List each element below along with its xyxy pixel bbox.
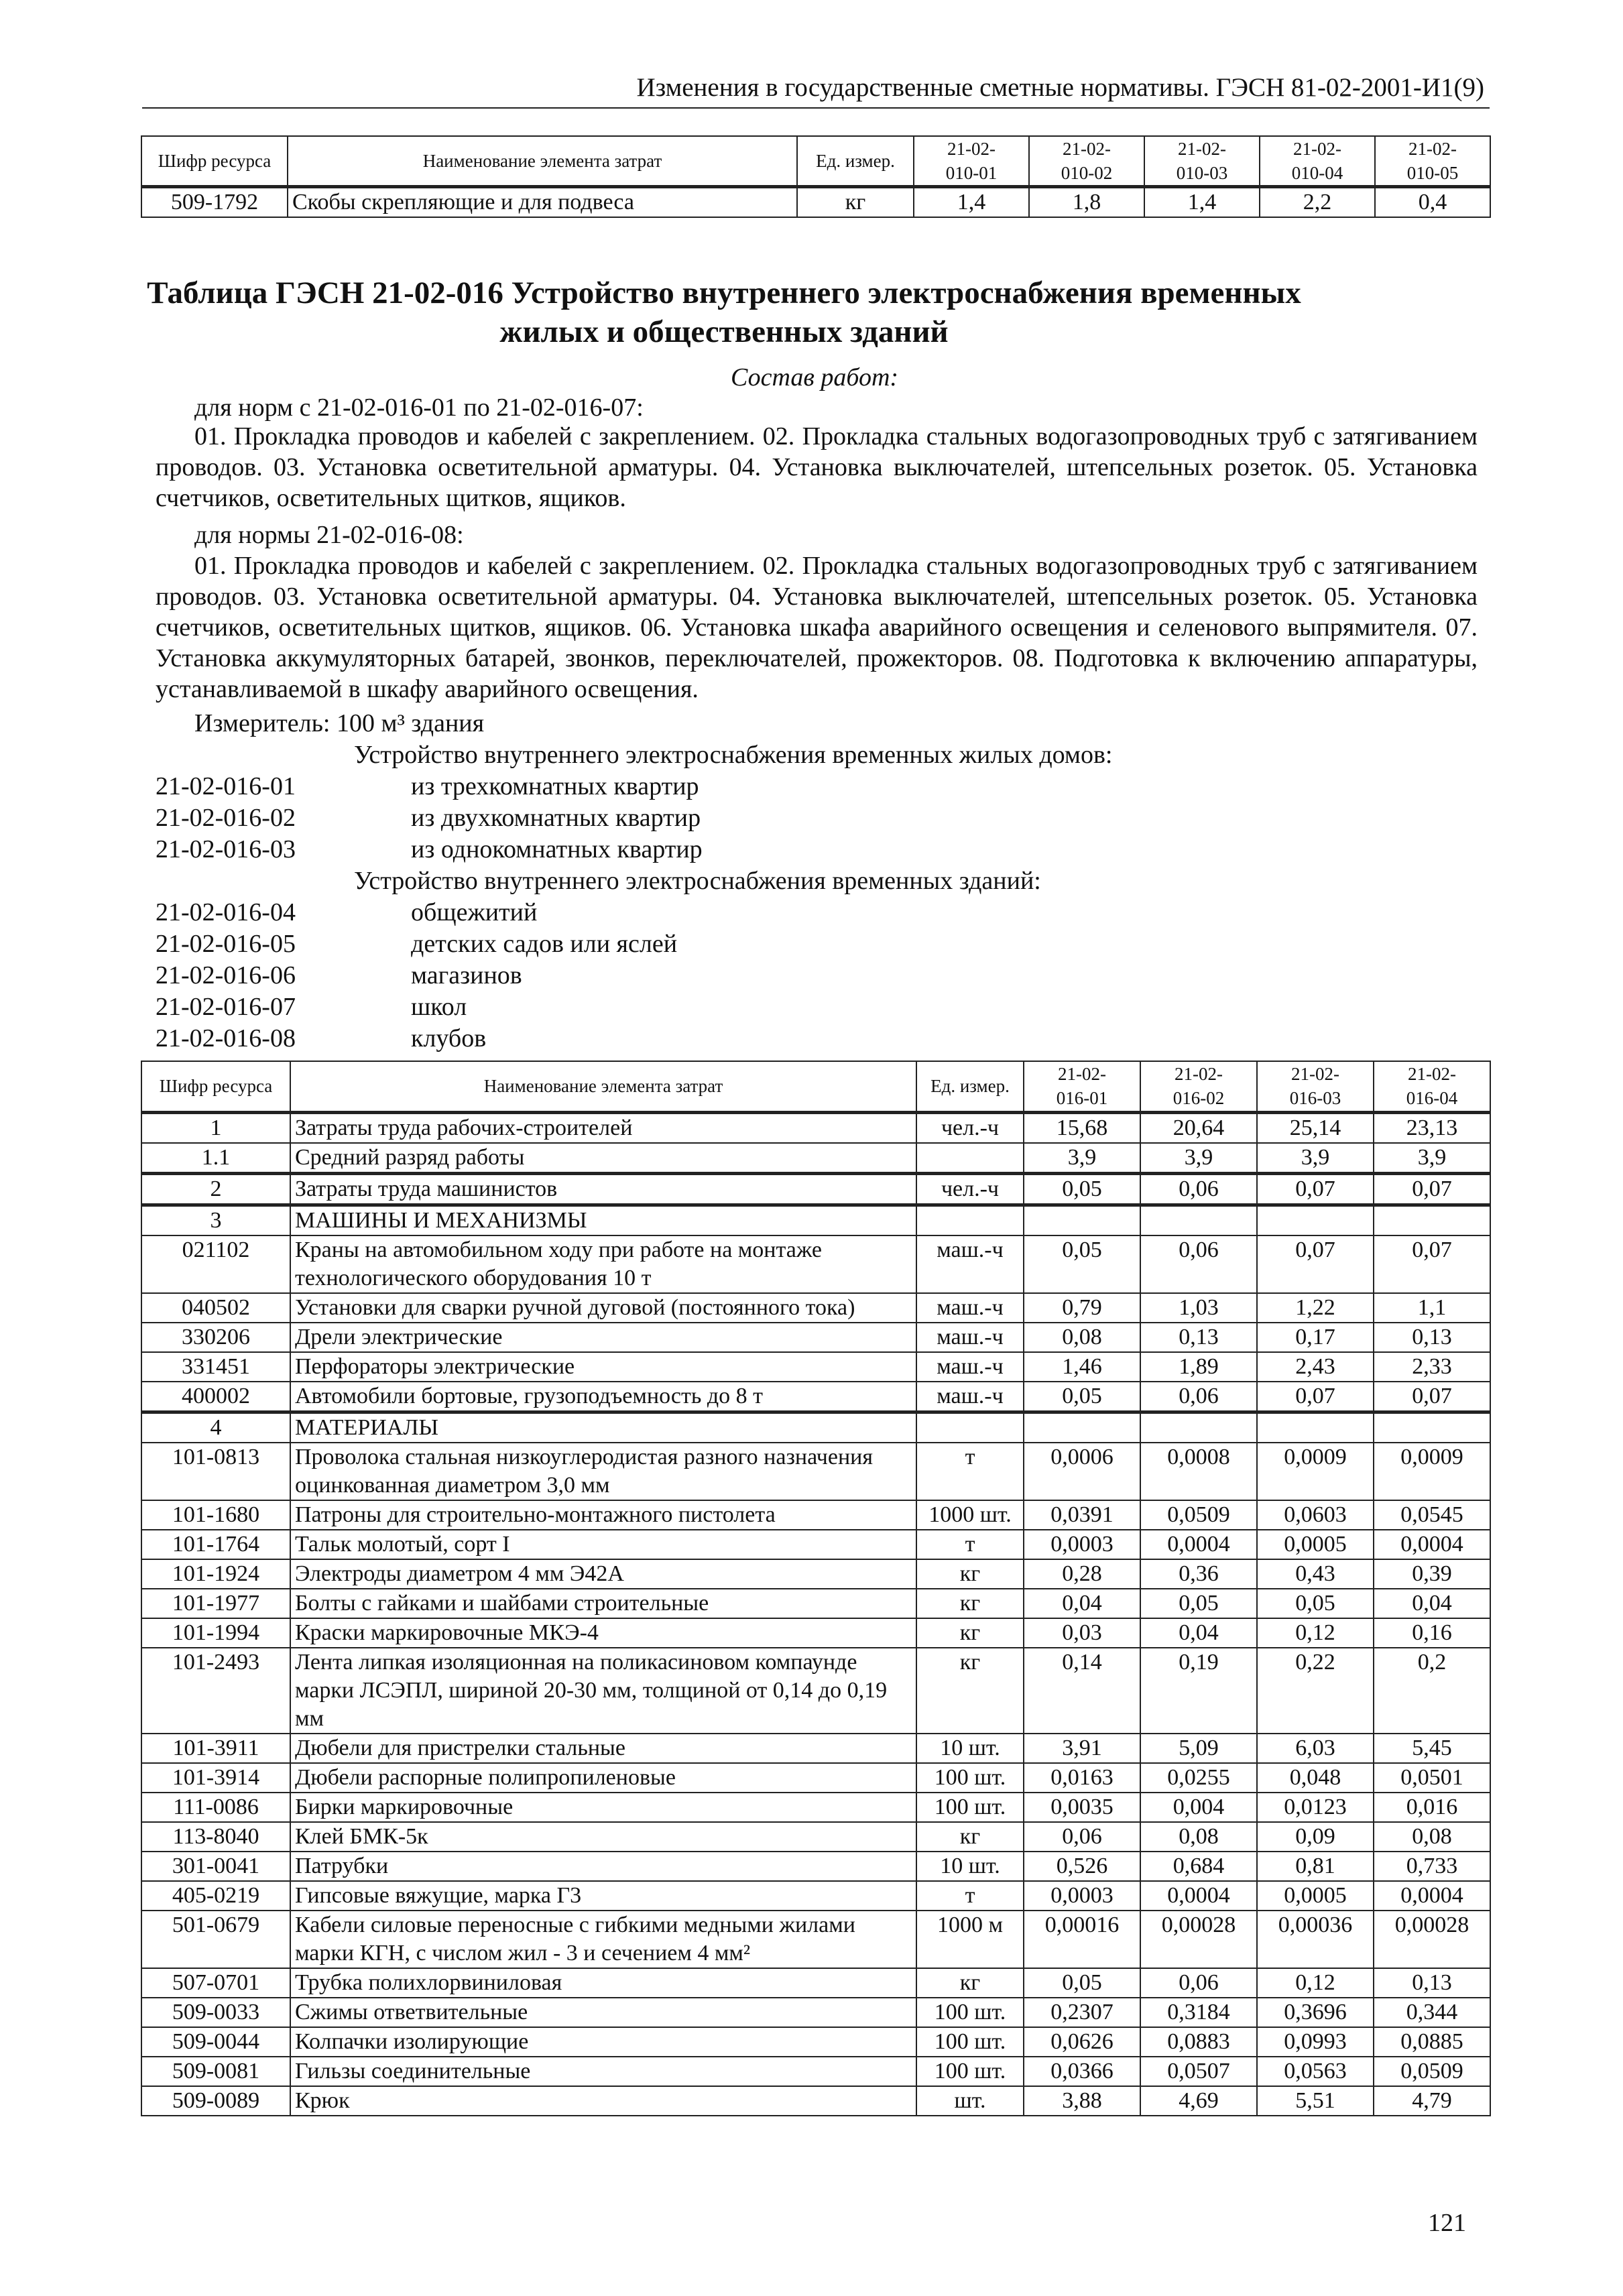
cell-value: 0,19 — [1140, 1648, 1257, 1734]
cell-value: 0,0005 — [1257, 1530, 1374, 1559]
cell-code: 301-0041 — [141, 1852, 290, 1881]
table-row — [141, 1618, 1490, 1648]
cell-value: 0,12 — [1257, 1968, 1374, 1998]
cell-value: 0,07 — [1257, 1382, 1374, 1412]
cell-value: 5,45 — [1374, 1734, 1490, 1763]
cell-name: МАТЕРИАЛЫ — [290, 1412, 916, 1443]
table-row — [141, 1648, 1490, 1734]
cell-value: 0,06 — [1140, 1382, 1257, 1412]
cell-unit: шт. — [916, 2086, 1024, 2116]
table-title: Таблица ГЭСН 21-02-016 Устройство внутреннего электроснабжения временных жилых и общественных зданий — [147, 276, 1301, 349]
cell-unit: кг — [916, 1968, 1024, 1998]
cell-value: 1,03 — [1140, 1293, 1257, 1323]
cell-code: 330206 — [141, 1323, 290, 1352]
cell-name: Колпачки изолирующие — [290, 2027, 916, 2057]
cell-code: 101-3911 — [141, 1734, 290, 1763]
cell-name: МАШИНЫ И МЕХАНИЗМЫ — [290, 1205, 916, 1235]
cell-unit — [916, 1412, 1024, 1443]
cell-value: 0,3184 — [1140, 1998, 1257, 2027]
cell-value: 2,43 — [1257, 1352, 1374, 1382]
cell-value: 0,28 — [1024, 1559, 1140, 1589]
cell-value: 0,0009 — [1257, 1443, 1374, 1500]
norm-code: 21-02-016-03 — [156, 835, 296, 863]
cell-unit: кг — [916, 1648, 1024, 1734]
col-header-norm: 21-02- 010-03 — [1144, 136, 1260, 187]
cell-unit: 10 шт. — [916, 1734, 1024, 1763]
norm-name: из двухкомнатных квартир — [411, 804, 701, 832]
cell-code: 1.1 — [141, 1143, 290, 1174]
cell-code: 507-0701 — [141, 1968, 290, 1998]
cell-unit: 1000 шт. — [916, 1500, 1024, 1530]
measure-unit: Измеритель: 100 м³ здания — [194, 709, 485, 737]
cell-value: 0,22 — [1257, 1648, 1374, 1734]
cell-value: 1,8 — [1029, 187, 1144, 218]
cell-value: 0,36 — [1140, 1559, 1257, 1589]
col-header-norm: 21-02- 016-04 — [1374, 1061, 1490, 1112]
table-row — [141, 1734, 1490, 1763]
cell-unit: 1000 м — [916, 1911, 1024, 1968]
table-row — [141, 1998, 1490, 2027]
cell-value: 0,08 — [1024, 1323, 1140, 1352]
cell-unit: т — [916, 1443, 1024, 1500]
cell-value: 0,0005 — [1257, 1881, 1374, 1911]
cell-value: 0,0255 — [1140, 1763, 1257, 1793]
cell-code: 111-0086 — [141, 1793, 290, 1822]
table-row — [141, 1412, 1490, 1443]
cell-name: Затраты труда рабочих-строителей — [290, 1112, 916, 1143]
cell-name: Краски маркировочные МКЭ-4 — [290, 1618, 916, 1648]
cell-unit: маш.-ч — [916, 1323, 1024, 1352]
table-row — [141, 1968, 1490, 1998]
cell-value: 0,14 — [1024, 1648, 1140, 1734]
cell-value: 0,06 — [1140, 1235, 1257, 1293]
cell-code: 3 — [141, 1205, 290, 1235]
cell-value: 0,0993 — [1257, 2027, 1374, 2057]
cell-code: 101-0813 — [141, 1443, 290, 1500]
cell-name: Патрубки — [290, 1852, 916, 1881]
cell-value: 0,2 — [1374, 1648, 1490, 1734]
table-row — [141, 1881, 1490, 1911]
cell-value: 0,526 — [1024, 1852, 1140, 1881]
cell-value: 0,05 — [1024, 1382, 1140, 1412]
cell-value: 15,68 — [1024, 1112, 1140, 1143]
cell-code: 501-0679 — [141, 1911, 290, 1968]
cell-value: 1,1 — [1374, 1293, 1490, 1323]
cell-value: 2,33 — [1374, 1352, 1490, 1382]
norm-name: из трехкомнатных квартир — [411, 772, 699, 800]
cell-name: Дюбели распорные полипропиленовые — [290, 1763, 916, 1793]
cell-value: 0,08 — [1140, 1822, 1257, 1852]
col-header-unit: Ед. измер. — [916, 1061, 1024, 1112]
cell-value — [1140, 1412, 1257, 1443]
cell-unit: 100 шт. — [916, 1763, 1024, 1793]
cell-unit: маш.-ч — [916, 1235, 1024, 1293]
cell-value: 0,07 — [1257, 1173, 1374, 1205]
col-header-norm: 21-02- 016-02 — [1140, 1061, 1257, 1112]
cell-value: 0,0545 — [1374, 1500, 1490, 1530]
col-header-unit: Ед. измер. — [797, 136, 914, 187]
cell-value: 0,0626 — [1024, 2027, 1140, 2057]
cell-value: 0,0885 — [1374, 2027, 1490, 2057]
cell-code: 509-0033 — [141, 1998, 290, 2027]
cell-value: 0,03 — [1024, 1618, 1140, 1648]
cell-name: Краны на автомобильном ходу при работе на монтаже технологического оборудования 10 т — [290, 1235, 916, 1293]
col-header-norm: 21-02- 016-03 — [1257, 1061, 1374, 1112]
table-row — [141, 1352, 1490, 1382]
cell-value — [1257, 1412, 1374, 1443]
cell-value: 0,684 — [1140, 1852, 1257, 1881]
cell-name: Клей БМК-5к — [290, 1822, 916, 1852]
cell-unit: маш.-ч — [916, 1382, 1024, 1412]
cell-unit: чел.-ч — [916, 1112, 1024, 1143]
cell-value: 0,00036 — [1257, 1911, 1374, 1968]
cell-value: 0,81 — [1257, 1852, 1374, 1881]
cell-value: 0,00016 — [1024, 1911, 1140, 1968]
table-row — [141, 1205, 1490, 1235]
cell-value: 0,0004 — [1374, 1881, 1490, 1911]
cell-name: Затраты труда машинистов — [290, 1173, 916, 1205]
table-row — [141, 1143, 1490, 1174]
cell-value: 3,9 — [1024, 1143, 1140, 1174]
table-row — [141, 1323, 1490, 1352]
cell-value: 0,05 — [1257, 1589, 1374, 1618]
cell-code: 021102 — [141, 1235, 290, 1293]
cell-value: 0,0035 — [1024, 1793, 1140, 1822]
col-header-code: Шифр ресурса — [141, 1061, 290, 1112]
cell-code: 405-0219 — [141, 1881, 290, 1911]
cell-unit: кг — [916, 1618, 1024, 1648]
cell-value: 0,0003 — [1024, 1530, 1140, 1559]
cell-value: 0,06 — [1140, 1173, 1257, 1205]
cell-value: 0,07 — [1374, 1173, 1490, 1205]
cell-unit — [916, 1205, 1024, 1235]
table-row — [141, 1530, 1490, 1559]
cell-name: Электроды диаметром 4 мм Э42А — [290, 1559, 916, 1589]
cell-code: 2 — [141, 1173, 290, 1205]
cell-code: 400002 — [141, 1382, 290, 1412]
cell-value: 3,9 — [1140, 1143, 1257, 1174]
norms2-text: 01. Прокладка проводов и кабелей с закреплением. 02. Прокладка стальных водогазопроводных труб с затягиванием проводов. 03. Установка осветительной арматуры. 04. Установка выключателей, штепсельных розеток. 05. Установка счетчиков, осветительных щитков, ящиков. 06. Установка шкафа аварийного освещения и селенового выпрямителя. 07. Установка аккумуляторных батарей, звонков, переключателей, прожекторов. 08. Подготовка к включению аппаратуры, устанавливаемой в шкафу аварийного освещения. — [156, 552, 1478, 703]
cell-value: 0,016 — [1374, 1793, 1490, 1822]
cell-value — [1024, 1205, 1140, 1235]
table-row — [141, 2057, 1490, 2086]
cell-value: 0,07 — [1257, 1235, 1374, 1293]
cell-code: 101-1977 — [141, 1589, 290, 1618]
cell-value: 0,0603 — [1257, 1500, 1374, 1530]
col-header-name: Наименование элемента затрат — [290, 1061, 916, 1112]
cell-value: 0,0509 — [1140, 1500, 1257, 1530]
cell-value: 3,91 — [1024, 1734, 1140, 1763]
col-header-norm: 21-02- 010-04 — [1260, 136, 1375, 187]
cell-name: Крюк — [290, 2086, 916, 2116]
norm-name: клубов — [411, 1024, 487, 1052]
cell-value: 0,0883 — [1140, 2027, 1257, 2057]
cell-value: 0,08 — [1374, 1822, 1490, 1852]
cell-name: Перфораторы электрические — [290, 1352, 916, 1382]
norm-code: 21-02-016-05 — [156, 930, 296, 958]
group-heading: Устройство внутреннего электроснабжения временных зданий: — [354, 867, 1041, 895]
cell-value: 3,88 — [1024, 2086, 1140, 2116]
cell-value: 5,51 — [1257, 2086, 1374, 2116]
col-header-name: Наименование элемента затрат — [288, 136, 797, 187]
cell-code: 101-2493 — [141, 1648, 290, 1734]
group-heading: Устройство внутреннего электроснабжения временных жилых домов: — [354, 741, 1113, 769]
cell-value: 23,13 — [1374, 1112, 1490, 1143]
cell-name: Болты с гайками и шайбами строительные — [290, 1589, 916, 1618]
col-header-norm: 21-02- 010-01 — [914, 136, 1029, 187]
cell-value: 3,9 — [1374, 1143, 1490, 1174]
norm-code: 21-02-016-07 — [156, 993, 296, 1021]
cell-name: Гильзы соединительные — [290, 2057, 916, 2086]
cell-value: 0,05 — [1140, 1589, 1257, 1618]
cell-value: 0,39 — [1374, 1559, 1490, 1589]
table-row — [141, 1235, 1490, 1293]
cell-value: 1,46 — [1024, 1352, 1140, 1382]
cell-value: 0,05 — [1024, 1235, 1140, 1293]
cell-code: 509-0081 — [141, 2057, 290, 2086]
cell-name: Тальк молотый, сорт I — [290, 1530, 916, 1559]
cell-value: 0,17 — [1257, 1323, 1374, 1352]
cell-code: 1 — [141, 1112, 290, 1143]
cell-value: 0,344 — [1374, 1998, 1490, 2027]
cell-value: 0,09 — [1257, 1822, 1374, 1852]
running-header: Изменения в государственные сметные нормативы. ГЭСН 81-02-2001-И1(9) — [636, 73, 1484, 102]
cell-value: 0,0123 — [1257, 1793, 1374, 1822]
cell-value: 0,0501 — [1374, 1763, 1490, 1793]
cell-value: 0,07 — [1374, 1382, 1490, 1412]
cell-value: 0,0008 — [1140, 1443, 1257, 1500]
cell-unit: кг — [916, 1822, 1024, 1852]
cell-name: Проволока стальная низкоуглеродистая разного назначения оцинкованная диаметром 3,0 мм — [290, 1443, 916, 1500]
cell-value: 1,89 — [1140, 1352, 1257, 1382]
cell-name: Средний разряд работы — [290, 1143, 916, 1174]
cell-value: 0,0366 — [1024, 2057, 1140, 2086]
cell-unit: т — [916, 1530, 1024, 1559]
work-composition-label: Состав работ: — [731, 363, 899, 391]
col-header-norm: 21-02- 010-05 — [1375, 136, 1490, 187]
cell-value: 0,04 — [1140, 1618, 1257, 1648]
norm-name: общежитий — [411, 898, 538, 926]
cell-unit: 100 шт. — [916, 2057, 1024, 2086]
norm-name: школ — [411, 993, 467, 1021]
cell-value: 0,0391 — [1024, 1500, 1140, 1530]
cell-code: 101-3914 — [141, 1763, 290, 1793]
table-row — [141, 1559, 1490, 1589]
norms1-text: 01. Прокладка проводов и кабелей с закреплением. 02. Прокладка стальных водогазопроводных труб с затягиванием проводов. 03. Установка осветительной арматуры. 04. Установка выключателей, штепсельных розеток. 05. Установка счетчиков, осветительных щитков, ящиков. — [156, 422, 1478, 512]
cell-value: 0,0509 — [1374, 2057, 1490, 2086]
cell-value — [1374, 1412, 1490, 1443]
table-row — [141, 1293, 1490, 1323]
cell-value: 1,4 — [1144, 187, 1260, 218]
cell-value — [1140, 1205, 1257, 1235]
cell-value: 1,4 — [914, 187, 1029, 218]
cell-unit: 100 шт. — [916, 1998, 1024, 2027]
cell-name: Бирки маркировочные — [290, 1793, 916, 1822]
cell-code: 509-0044 — [141, 2027, 290, 2057]
cell-unit: 100 шт. — [916, 1793, 1024, 1822]
cell-value: 0,06 — [1140, 1968, 1257, 1998]
cell-name: Автомобили бортовые, грузоподъемность до 8 т — [290, 1382, 916, 1412]
cell-name: Установки для сварки ручной дуговой (постоянного тока) — [290, 1293, 916, 1323]
cell-code: 4 — [141, 1412, 290, 1443]
col-header-norm: 21-02- 016-01 — [1024, 1061, 1140, 1112]
cell-value: 0,0009 — [1374, 1443, 1490, 1500]
cell-value: 0,0163 — [1024, 1763, 1140, 1793]
cell-value: 0,13 — [1140, 1323, 1257, 1352]
cell-unit: кг — [797, 187, 914, 218]
table-row — [141, 1763, 1490, 1793]
cell-value: 4,69 — [1140, 2086, 1257, 2116]
cell-unit: 100 шт. — [916, 2027, 1024, 2057]
cell-code: 113-8040 — [141, 1822, 290, 1852]
cell-value — [1024, 1412, 1140, 1443]
cell-value: 0,3696 — [1257, 1998, 1374, 2027]
cell-code: 040502 — [141, 1293, 290, 1323]
norm-name: детских садов или яслей — [411, 930, 678, 958]
norms2-label: для нормы 21-02-016-08: — [194, 521, 464, 549]
cell-value: 0,0004 — [1140, 1530, 1257, 1559]
cell-value: 0,07 — [1374, 1235, 1490, 1293]
table-row — [141, 1112, 1490, 1143]
continuation-table — [141, 135, 1491, 218]
norm-code: 21-02-016-02 — [156, 804, 296, 832]
cell-unit: кг — [916, 1559, 1024, 1589]
cell-code: 509-0089 — [141, 2086, 290, 2116]
cell-value — [1374, 1205, 1490, 1235]
table-row — [141, 1173, 1490, 1205]
norms1-label: для норм с 21-02-016-01 по 21-02-016-07: — [194, 394, 644, 422]
table-row — [141, 2086, 1490, 2116]
cell-code: 101-1924 — [141, 1559, 290, 1589]
cell-value: 20,64 — [1140, 1112, 1257, 1143]
cell-name: Трубка полихлорвиниловая — [290, 1968, 916, 1998]
cell-name: Дюбели для пристрелки стальные — [290, 1734, 916, 1763]
cell-value: 0,05 — [1024, 1173, 1140, 1205]
cell-value: 2,2 — [1260, 187, 1375, 218]
resource-table-body — [141, 1112, 1490, 2116]
cell-name: Лента липкая изоляционная на поликасиновом компаунде марки ЛСЭПЛ, шириной 20-30 мм, толщиной от 0,14 до 0,19 мм — [290, 1648, 916, 1734]
cell-value: 1,22 — [1257, 1293, 1374, 1323]
cell-code: 331451 — [141, 1352, 290, 1382]
resource-table — [141, 1061, 1491, 2116]
norm-code: 21-02-016-06 — [156, 961, 296, 989]
cell-value: 0,0006 — [1024, 1443, 1140, 1500]
cell-code: 509-1792 — [141, 187, 288, 218]
cell-unit: чел.-ч — [916, 1173, 1024, 1205]
norm-code: 21-02-016-01 — [156, 772, 296, 800]
cell-value: 0,048 — [1257, 1763, 1374, 1793]
cell-name: Сжимы ответвительные — [290, 1998, 916, 2027]
cell-unit: т — [916, 1881, 1024, 1911]
cell-value: 0,0004 — [1140, 1881, 1257, 1911]
cell-value — [1257, 1205, 1374, 1235]
cell-value: 0,12 — [1257, 1618, 1374, 1648]
cell-name: Дрели электрические — [290, 1323, 916, 1352]
cell-unit: 10 шт. — [916, 1852, 1024, 1881]
table-row — [141, 1382, 1490, 1412]
cell-unit: маш.-ч — [916, 1293, 1024, 1323]
cell-value: 0,4 — [1375, 187, 1490, 218]
cell-value: 0,00028 — [1374, 1911, 1490, 1968]
cell-name: Кабели силовые переносные с гибкими медными жилами марки КГН, с числом жил - 3 и сечением 4 мм² — [290, 1911, 916, 1968]
table-row — [141, 1500, 1490, 1530]
col-header-code: Шифр ресурса — [141, 136, 288, 187]
table-row — [141, 1589, 1490, 1618]
cell-value: 0,04 — [1374, 1589, 1490, 1618]
cell-code: 101-1764 — [141, 1530, 290, 1559]
cell-name: Скобы скрепляющие и для подвеса — [288, 187, 797, 218]
cell-value: 0,0507 — [1140, 2057, 1257, 2086]
header-rule — [142, 107, 1490, 109]
cell-value: 0,06 — [1024, 1822, 1140, 1852]
cell-value: 6,03 — [1257, 1734, 1374, 1763]
table-row — [141, 1852, 1490, 1881]
cell-value: 5,09 — [1140, 1734, 1257, 1763]
cell-value: 0,05 — [1024, 1968, 1140, 1998]
cell-unit — [916, 1143, 1024, 1174]
cell-value: 0,04 — [1024, 1589, 1140, 1618]
cell-value: 0,004 — [1140, 1793, 1257, 1822]
cell-value: 4,79 — [1374, 2086, 1490, 2116]
cell-name: Патроны для строительно-монтажного пистолета — [290, 1500, 916, 1530]
norm-name: магазинов — [411, 961, 522, 989]
cell-value: 0,00028 — [1140, 1911, 1257, 1968]
norm-code: 21-02-016-04 — [156, 898, 296, 926]
cell-value: 0,13 — [1374, 1968, 1490, 1998]
norm-name: из однокомнатных квартир — [411, 835, 703, 863]
cell-code: 101-1994 — [141, 1618, 290, 1648]
table-row — [141, 1443, 1490, 1500]
cell-name: Гипсовые вяжущие, марка Г3 — [290, 1881, 916, 1911]
cell-value: 0,13 — [1374, 1323, 1490, 1352]
cell-value: 0,0563 — [1257, 2057, 1374, 2086]
cell-code: 101-1680 — [141, 1500, 290, 1530]
table-row — [141, 2027, 1490, 2057]
cell-unit: кг — [916, 1589, 1024, 1618]
cell-value: 25,14 — [1257, 1112, 1374, 1143]
page-number: 121 — [1428, 2209, 1466, 2237]
cell-unit: маш.-ч — [916, 1352, 1024, 1382]
table-row — [141, 1793, 1490, 1822]
cell-value: 0,79 — [1024, 1293, 1140, 1323]
cell-value: 0,2307 — [1024, 1998, 1140, 2027]
cell-value: 3,9 — [1257, 1143, 1374, 1174]
norm-code: 21-02-016-08 — [156, 1024, 296, 1052]
cell-value: 0,0004 — [1374, 1530, 1490, 1559]
cell-value: 0,43 — [1257, 1559, 1374, 1589]
table-row — [141, 1822, 1490, 1852]
cell-value: 0,16 — [1374, 1618, 1490, 1648]
col-header-norm: 21-02- 010-02 — [1029, 136, 1144, 187]
cell-value: 0,0003 — [1024, 1881, 1140, 1911]
cell-value: 0,733 — [1374, 1852, 1490, 1881]
table-row — [141, 1911, 1490, 1968]
